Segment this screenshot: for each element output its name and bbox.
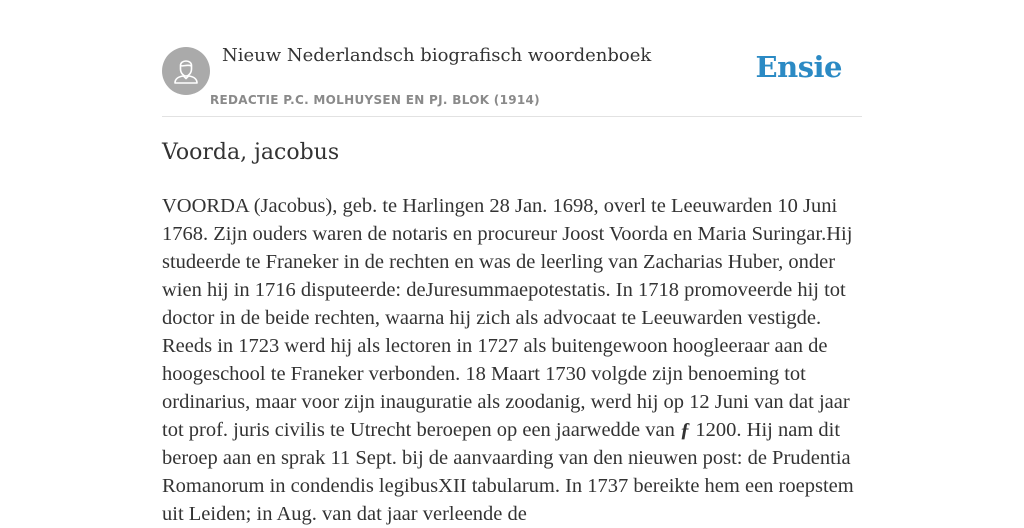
- entry-title: Voorda, jacobus: [162, 140, 340, 165]
- entry-text-part-1: VOORDA (Jacobus), geb. te Harlingen 28 Jan. 1698, overl te Leeuwarden 10 Juni 1768. Zijn ouders waren de notaris en procureur Joost Voorda en Maria Suringar.Hij studeerde te Franeker in de rechten en was de leerling van Zacharias Huber, onder wien hij in 1716 disputeerde: deJuresummaepotestatis. In 1718 promoveerde hij tot doctor in de beide rechten, waarna hij zich als advocaat te Leeuwarden vestigde. Reeds in 1723 werd hij als lectoren in 1727 als buitengewoon hoogleeraar aan de hoogeschool te Franeker verbonden. 18 Maart 1730 volgde zijn benoeming tot ordinarius, maar voor zijn inauguratie als zoodanig, werd hij op 12 Juni van dat jaar tot prof. juris civilis te Utrecht beroepen op een jaarwedde van: [162, 195, 853, 441]
- entry-body: [162, 192, 870, 528]
- user-avatar-icon[interactable]: [162, 47, 210, 95]
- source-title[interactable]: Nieuw Nederlandsch biografisch woordenboek: [222, 45, 652, 66]
- source-editors: REDACTIE P.C. MOLHUYSEN EN PJ. BLOK (1914): [210, 93, 540, 107]
- source-header: [162, 0, 862, 117]
- florin-symbol: ƒ: [680, 419, 691, 441]
- entry-text-part-2: 1200. Hij nam dit beroep aan en sprak 11 Sept. bij de aanvaarding van den nieuwen post: de Prudentia Romanorum in condendis legibusXII tabularum. In 1737 bereikte hem een roepstem uit Leiden; in Aug. van dat jaar verleende de: [162, 419, 854, 525]
- ensie-logo[interactable]: Ensie: [755, 50, 842, 84]
